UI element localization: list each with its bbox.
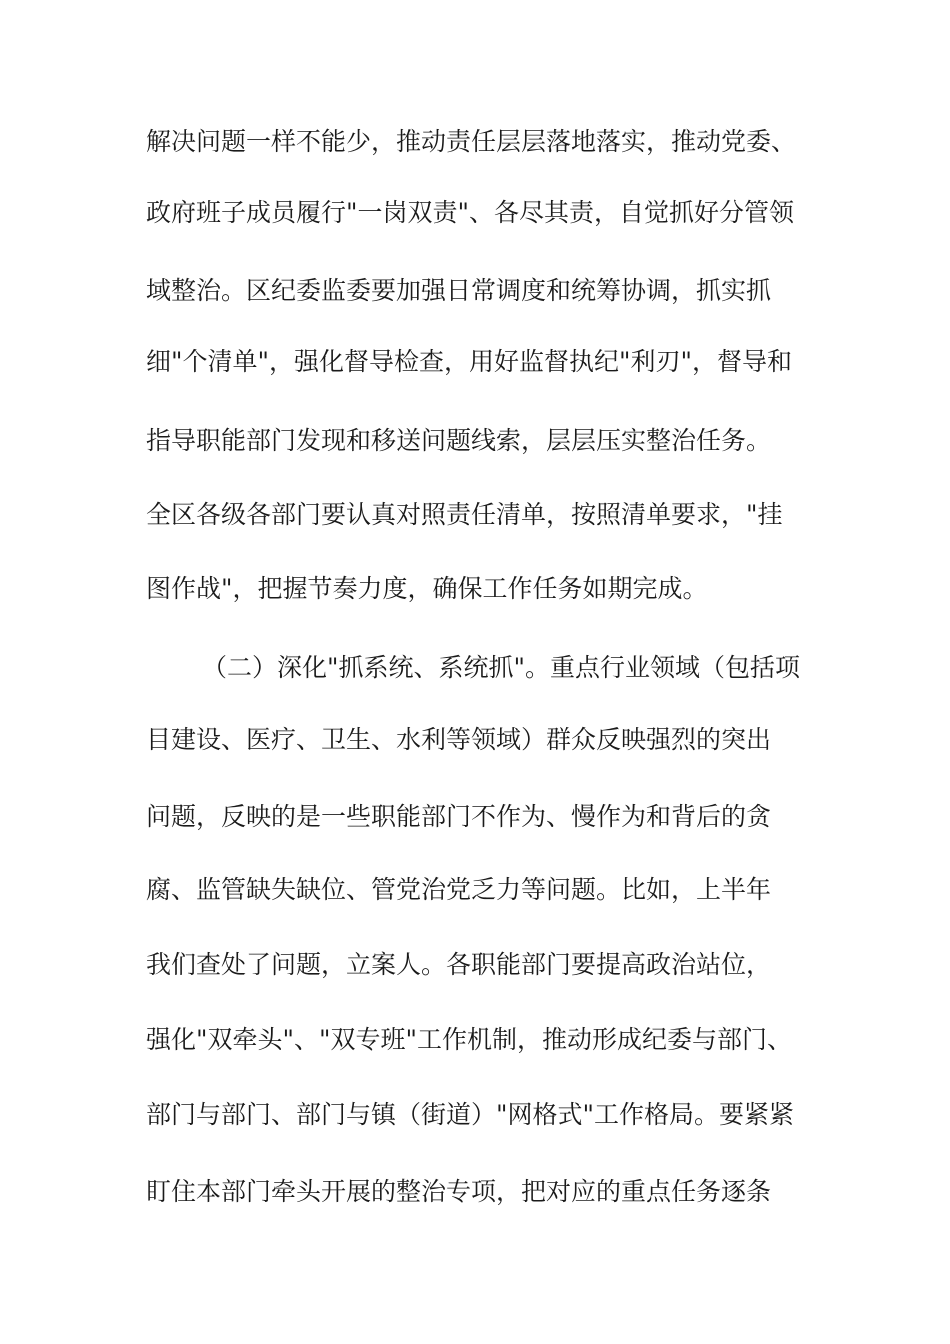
text-line-14: 部门与部门、部门与镇（街道）"网格式"工作格局。要紧紧 [146,1100,795,1129]
text-line-2: 政府班子成员履行"一岗双责"、各尽其责，自觉抓好分管领 [146,198,795,227]
text-line-10: 问题，反映的是一些职能部门不作为、慢作为和背后的贪 [146,802,772,831]
text-line-3: 域整治。区纪委监委要加强日常调度和统筹协调，抓实抓 [146,276,772,305]
text-line-12: 我们查处了问题，立案人。各职能部门要提高政治站位， [146,950,772,979]
text-line-5: 指导职能部门发现和移送问题线索，层层压实整治任务。 [146,426,772,455]
text-line-9: 目建设、医疗、卫生、水利等领域）群众反映强烈的突出 [146,725,772,754]
text-line-6: 全区各级各部门要认真对照责任清单，按照清单要求，"挂 [146,500,783,529]
text-line-13: 强化"双牵头"、"双专班"工作机制，推动形成纪委与部门、 [146,1025,792,1054]
text-line-11: 腐、监管缺失缺位、管党治党乏力等问题。比如，上半年 [146,875,772,904]
text-line-4: 细"个清单"，强化督导检查，用好监督执纪"利刃"，督导和 [146,347,792,376]
paragraph-heading-line: （二）深化"抓系统、系统抓"。重点行业领域（包括项 [202,653,801,682]
text-line-1: 解决问题一样不能少，推动责任层层落地落实，推动党委、 [146,127,797,156]
text-line-15: 盯住本部门牵头开展的整治专项，把对应的重点任务逐条 [146,1177,772,1206]
text-line-7: 图作战"，把握节奏力度，确保工作任务如期完成。 [146,574,708,603]
